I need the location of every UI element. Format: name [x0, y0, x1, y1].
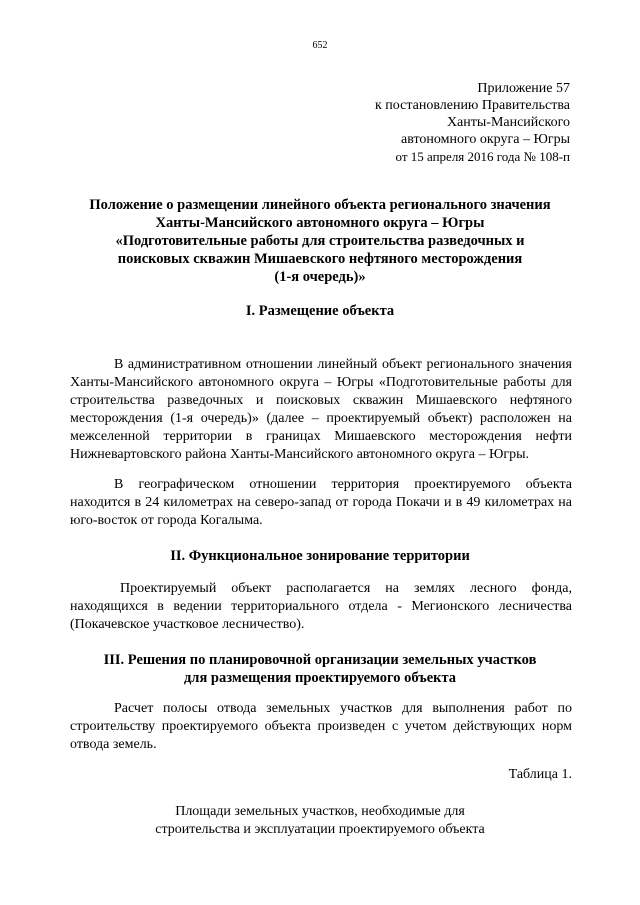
section-2-paragraph: Проектируемый объект располагается на землях лесного фонда, находящихся в ведении территориального отдела - Мегионского лесничества (Покачевское участковое лесничество).: [70, 581, 572, 632]
appendix-line: к постановлению Правительства: [374, 98, 570, 113]
caption-line: Площади земельных участков, необходимые для: [175, 804, 465, 819]
table-label: Таблица 1.: [508, 767, 572, 782]
section-1-paragraph-1: В административном отношении линейный объект регионального значения Ханты-Мансийского автономного округа – Югры «Подготовительные работы для строительства разведочных и поисковых скважин Мишаевского нефтяного месторождения (1-я очередь)» (далее – проектируемый объект) расположен на межселенной территории в границах Мишаевского месторождения нефти Нижневартовского района Ханты-Мансийского автономного округа – Югры.: [70, 357, 572, 462]
appendix-line: Приложение 57: [477, 81, 570, 96]
title-line: Положение о размещении линейного объекта регионального значения: [89, 197, 551, 213]
appendix-block: [375, 80, 570, 165]
appendix-line: от 15 апреля 2016 года № 108-п: [395, 149, 570, 164]
section-2-heading: II. Функциональное зонирование территории: [170, 548, 470, 564]
appendix-line: Ханты-Мансийского: [446, 115, 570, 130]
section-3-heading: [70, 651, 570, 687]
document-title: [70, 196, 570, 286]
title-line: (1-я очередь)»: [274, 269, 366, 285]
section-3-paragraph: Расчет полосы отвода земельных участков для выполнения работ по строительству проектируемого объекта произведен с учетом действующих норм отвода земель.: [70, 701, 572, 752]
appendix-line: автономного округа – Югры: [401, 132, 570, 147]
title-line: «Подготовительные работы для строительства разведочных и: [115, 233, 525, 249]
heading-line: для размещения проектируемого объекта: [183, 670, 457, 686]
title-line: поисковых скважин Мишаевского нефтяного месторождения: [117, 251, 523, 267]
title-line: Ханты-Мансийского автономного округа – Югры: [155, 215, 485, 231]
table-caption: [70, 803, 570, 839]
page-number: 652: [312, 40, 328, 51]
section-1-paragraph-2: В географическом отношении территория проектируемого объекта находится в 24 километрах на северо-запад от города Покачи и в 49 километрах на юго-восток от города Когалыма.: [70, 477, 572, 528]
section-1-heading: I. Размещение объекта: [245, 303, 395, 319]
caption-line: строительства и эксплуатации проектируемого объекта: [155, 822, 485, 837]
heading-line: III. Решения по планировочной организации земельных участков: [103, 652, 537, 668]
